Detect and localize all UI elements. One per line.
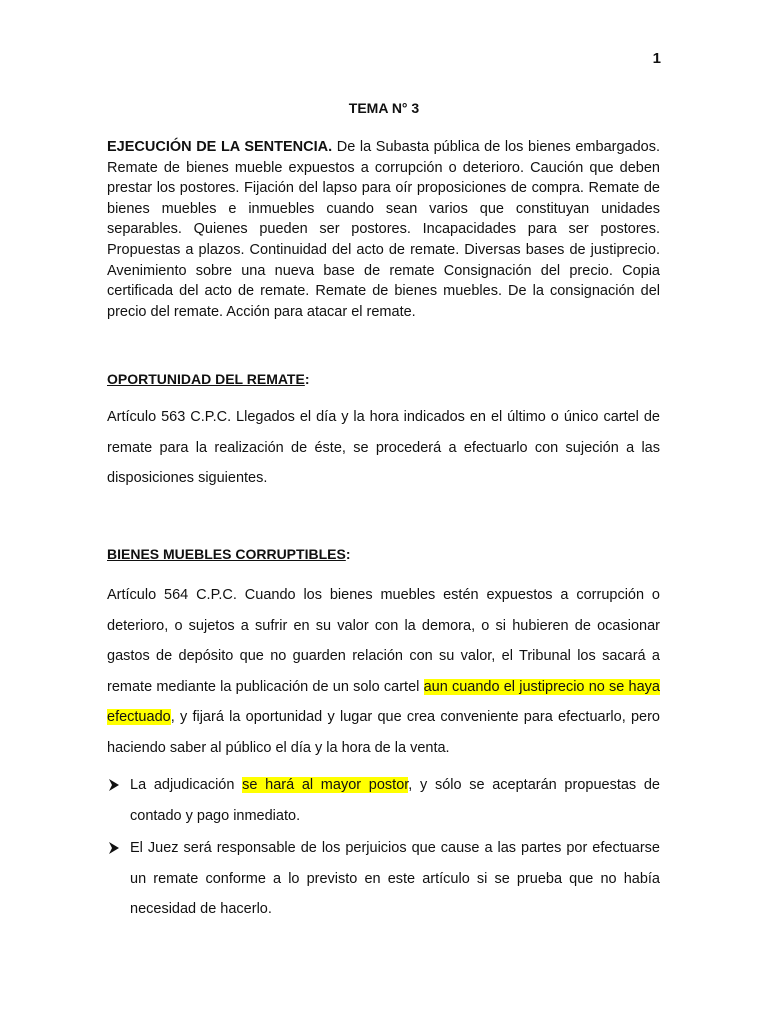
heading-bienes-text: BIENES MUEBLES CORRUPTIBLES bbox=[107, 546, 346, 562]
list-item bbox=[107, 770, 660, 831]
heading-bienes-colon: : bbox=[345, 546, 351, 562]
heading-oportunidad-text: OPORTUNIDAD DEL REMATE bbox=[107, 371, 305, 387]
heading-bienes-muebles bbox=[107, 546, 350, 562]
bullet-1-highlight: se hará al mayor postor bbox=[242, 777, 409, 793]
page-title: TEMA N° 3 bbox=[348, 100, 420, 116]
intro-text: De la Subasta pública de los bienes embargados. Remate de bienes mueble expuestos a corrupción o deterioro. Caución que deben prestar los postores. Fijación del lapso para oír proposiciones de compra. Remate de bienes muebles e inmuebles cuando sean varios que constituyan unidades separables. Quienes pueden ser postores. Incapacidades para ser postores. Propuestas a plazos. Continuidad del acto de remate. Diversas bases de justiprecio. Avenimiento sobre una nueva base de remate Consignación del precio. Copia certificada del acto de remate. Remate de bienes muebles. De la consignación del precio del remate. Acción para atacar el remate. bbox=[107, 139, 661, 320]
arrowhead-bullet-icon bbox=[107, 833, 121, 863]
bullet-1-text-end: , y sólo se aceptarán propuestas de contado y pago inmediato. bbox=[130, 777, 660, 824]
article-564-text: Artículo 564 C.P.C. Cuando los bienes muebles estén expuestos a corrupción o deterioro, o sujetos a sufrir en su valor con la demora, o si hubieren de ocasionar gastos de depósito que no guarden relación con su valor, el Tribunal los sacará a remate mediante la publicación de un solo cartel bbox=[107, 587, 660, 695]
article-563-paragraph: Artículo 563 C.P.C. Llegados el día y la hora indicados en el último o único cartel de remate para la realización de éste, se procederá a efectuarlo con sujeción a las disposiciones siguientes. bbox=[107, 409, 660, 486]
heading-oportunidad bbox=[107, 371, 310, 387]
article-564-paragraph bbox=[107, 580, 660, 763]
article-564-text-end: , y fijará la oportunidad y lugar que crea conveniente para efectuarlo, pero haciendo saber al público el día y la hora de la venta. bbox=[107, 709, 660, 756]
article-564-highlight: aun cuando el justiprecio no se haya efectuado bbox=[107, 678, 660, 725]
intro-lead: EJECUCIÓN DE LA SENTENCIA. bbox=[107, 139, 333, 155]
bullet-list bbox=[107, 770, 660, 927]
bullet-1-text: La adjudicación bbox=[130, 777, 243, 793]
page-number: 1 bbox=[652, 50, 661, 67]
arrowhead-bullet-icon bbox=[107, 770, 121, 800]
bullet-2-text: El Juez será responsable de los perjuicios que cause a las partes por efectuarse un remate conforme a lo previsto en este artículo si se prueba que no había necesidad de hacerlo. bbox=[130, 840, 660, 917]
intro-paragraph bbox=[107, 137, 660, 322]
list-item bbox=[107, 833, 660, 925]
heading-oportunidad-colon: : bbox=[304, 371, 310, 387]
